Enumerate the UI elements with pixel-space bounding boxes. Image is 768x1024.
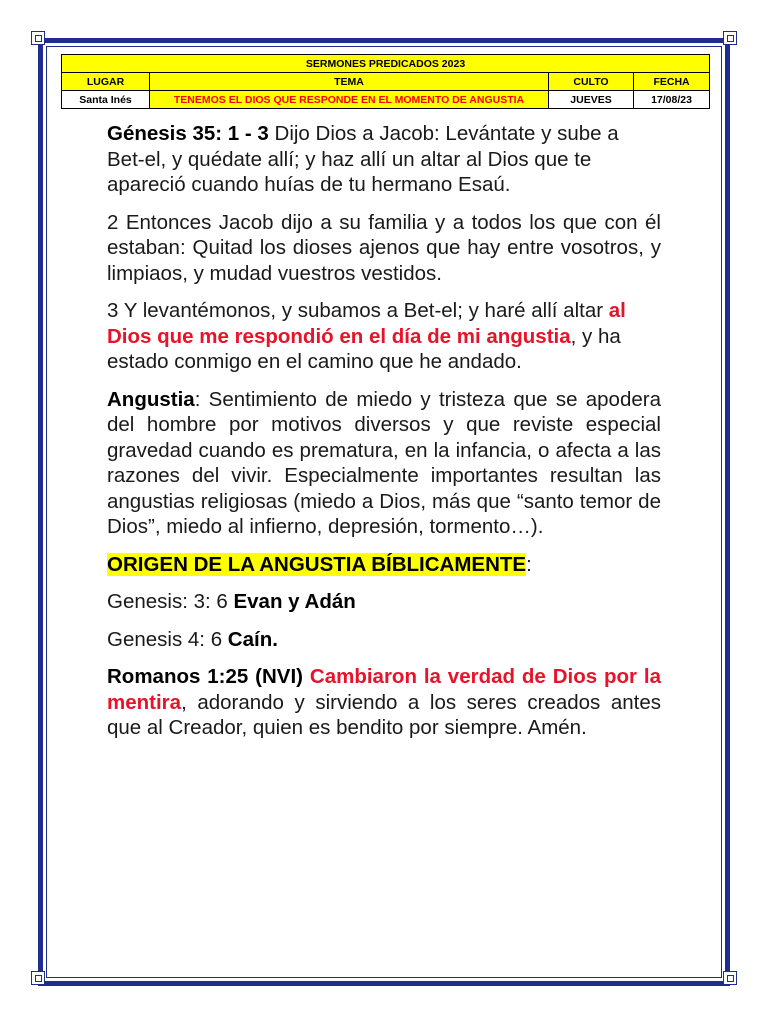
- bible-reference: Génesis 35: 1 - 3: [107, 122, 269, 145]
- definition-text: : Sentimiento de miedo y tristeza que se apodera del hombre por motivos diversos y que reviste especial gravedad cuando es prematura, en la infancia, o afecta a las razones del vivir. Especialmente importantes resultan las angustias religiosas (miedo a Dios, más que “santo temor de Dios”, miedo al infierno, depresión, tormento…).: [107, 387, 661, 538]
- verse-text: , adorando y sirviendo a los seres creados antes que al Creador, quien es bendito por siempre. Amén.: [107, 690, 661, 739]
- verse-text: 2 Entonces Jacob dijo a su familia y a todos los que con él estaban: Quitad los dioses ajenos que hay entre vosotros, y limpiaos, y mudad vuestros vestidos.: [107, 210, 661, 285]
- header-columns-row: [62, 73, 710, 91]
- column-fecha: FECHA: [634, 73, 710, 91]
- value-culto: JUEVES: [549, 91, 634, 109]
- corner-ornament-bottom-left: [31, 971, 45, 985]
- verse-text: Dijo Dios a Jacob: Levántate y sube a Bet-el, y quédate allí; y haz allí un altar al Dios que te apareció cuando huías de tu hermano Esaú.: [107, 122, 619, 196]
- reference-genesis-3: [107, 589, 661, 615]
- corner-ornament-bottom-right: [723, 971, 737, 985]
- column-lugar: LUGAR: [62, 73, 150, 91]
- verse-emphasis: Cambiaron la verdad de Dios por la mentira: [107, 665, 661, 714]
- verse-text: 3 Y levantémonos, y subamos a Bet-el; y haré allí altar: [107, 299, 609, 322]
- heading-colon: :: [526, 552, 532, 576]
- section-heading: [107, 552, 661, 578]
- reference-bold: Caín.: [227, 627, 278, 651]
- corner-ornament-top-right: [723, 31, 737, 45]
- paragraph-genesis-35-1: [107, 121, 661, 198]
- header-title-row: [62, 55, 710, 73]
- reference-bold: Evan y Adán: [233, 590, 356, 613]
- verse-emphasis: al Dios que me respondió en el día de mi angustia: [107, 299, 626, 348]
- paragraph-romanos: [107, 664, 661, 741]
- header-title: SERMONES PREDICADOS 2023: [62, 55, 710, 73]
- column-tema: TEMA: [150, 73, 549, 91]
- verse-text: , y ha estado conmigo en el camino que he andado.: [107, 324, 621, 373]
- reference-genesis-4: [107, 627, 661, 653]
- paragraph-verse-2: [107, 210, 661, 287]
- reference-text: Genesis 4: 6: [107, 627, 228, 651]
- column-culto: CULTO: [549, 73, 634, 91]
- sermon-header-table: [61, 54, 710, 109]
- value-lugar: Santa Inés: [62, 91, 150, 109]
- header-values-row: [62, 91, 710, 109]
- reference-text: Genesis: 3: 6: [107, 590, 234, 613]
- corner-ornament-top-left: [31, 31, 45, 45]
- sermon-content: [107, 121, 661, 753]
- paragraph-definition: [107, 387, 661, 540]
- definition-term: Angustia: [107, 387, 195, 411]
- heading-text: ORIGEN DE LA ANGUSTIA BÍBLICAMENTE: [107, 552, 527, 576]
- value-fecha: 17/08/23: [634, 91, 710, 109]
- value-tema: TENEMOS EL DIOS QUE RESPONDE EN EL MOMENTO DE ANGUSTIA: [150, 91, 549, 109]
- paragraph-verse-3: [107, 298, 661, 375]
- bible-reference: Romanos 1:25 (NVI): [107, 665, 304, 688]
